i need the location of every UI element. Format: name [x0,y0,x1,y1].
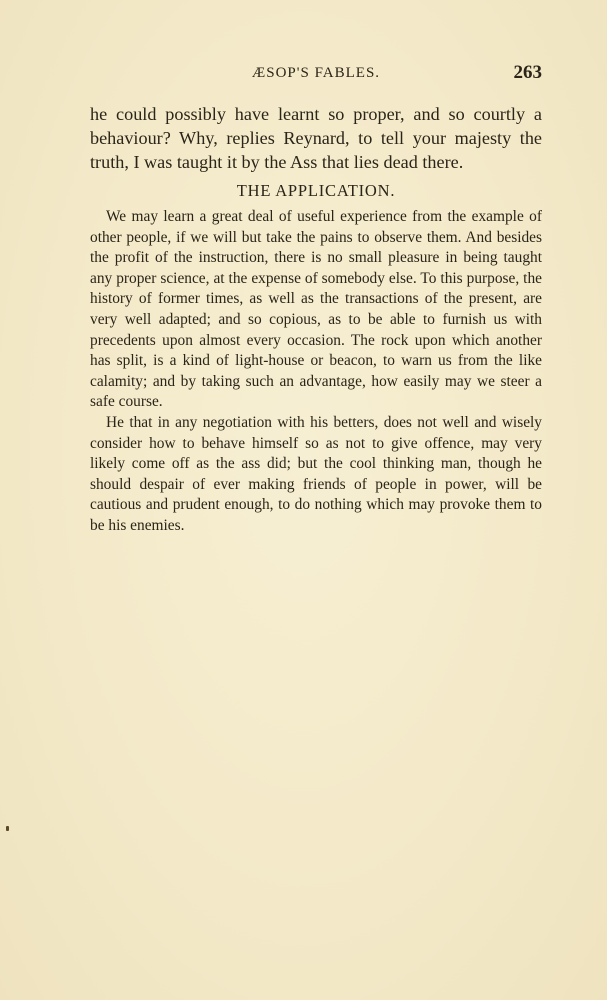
application-paragraph-2: He that in any negotiation with his betters, does not well and wisely consider how to behave himself so as not to give offence, may very likely come off as the ass did; but the cool thinking man, though he should despair of ever making friends of people in power, will be cautious and prudent enough, to do nothing which may provoke them to be his enemies. [90,413,542,534]
running-head [90,62,542,84]
body-text [90,102,542,537]
application-section [90,181,542,537]
application-paragraph-1: We may learn a great deal of useful experience from the example of other people, if we will but take the pains to observe them. And besides the profit of the instruction, there is no small pleasure in being taught any proper science, at the expense of somebody else. To this purpose, the history of former times, as well as the transactions of the present, are very well adapted; and so copious, as to be able to furnish us with precedents upon almost every occasion. The rock upon which another has split, is a kind of light-house or beacon, to warn us from the like calamity; and by taking such an advantage, how easily may we steer a safe course. [90,208,542,411]
fable-paragraph: he could possibly have learnt so proper, and so courtly a behaviour? Why, replies Reynard, to tell your majesty the truth, I was taught it by the Ass that lies dead there. [90,104,542,172]
section-heading: THE APPLICATION. [236,181,396,200]
fable-ending [90,102,542,174]
margin-speck [6,826,9,831]
running-title: ÆSOP'S FABLES. [251,65,381,81]
page-number: 263 [513,62,542,83]
